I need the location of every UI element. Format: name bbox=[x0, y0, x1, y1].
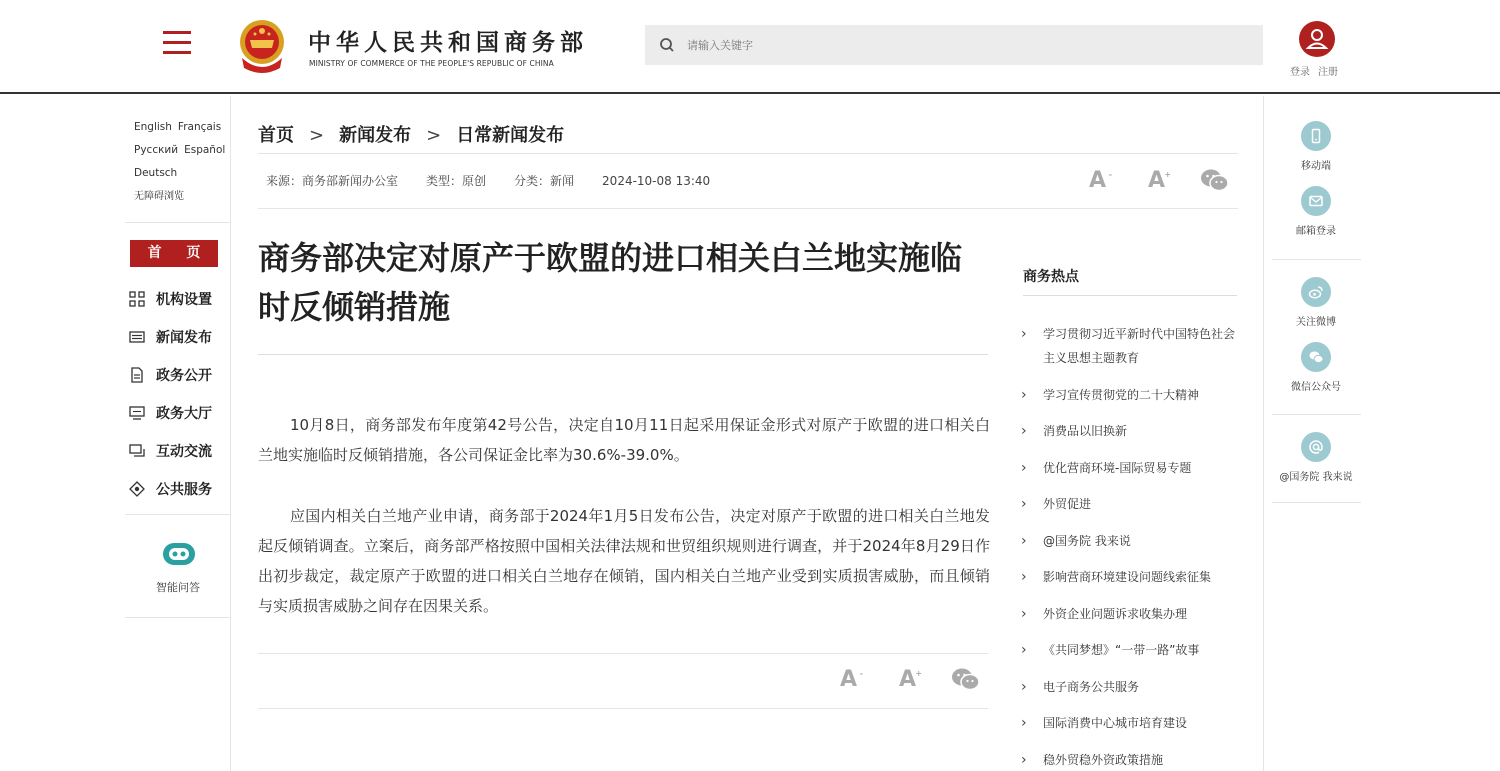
weibo-icon bbox=[1308, 284, 1324, 300]
search-icon[interactable] bbox=[659, 37, 675, 53]
divider bbox=[258, 153, 1238, 154]
lang-german[interactable]: Deutsch bbox=[134, 167, 178, 179]
divider bbox=[125, 514, 231, 515]
monitor-icon bbox=[129, 405, 145, 421]
breadcrumb bbox=[258, 121, 564, 147]
breadcrumb-news[interactable]: 新闻发布 bbox=[339, 125, 412, 146]
nav-item-org[interactable] bbox=[129, 280, 231, 318]
font-increase-label: A bbox=[899, 666, 917, 692]
article-tools-top bbox=[1089, 167, 1229, 193]
wechat-share-icon[interactable] bbox=[1199, 167, 1229, 193]
user-links bbox=[1290, 63, 1346, 78]
document-icon bbox=[129, 367, 145, 383]
smart-qa-label[interactable]: 智能问答 bbox=[156, 581, 200, 594]
divider bbox=[1023, 295, 1237, 296]
grid-icon bbox=[129, 291, 145, 307]
news-icon bbox=[129, 329, 145, 345]
mobile-icon bbox=[1308, 128, 1324, 144]
font-decrease-button[interactable] bbox=[840, 666, 864, 692]
font-increase-mark: + bbox=[915, 668, 923, 678]
chevron-right-icon: > bbox=[426, 125, 442, 146]
font-decrease-button[interactable] bbox=[1089, 167, 1113, 193]
font-increase-label: A bbox=[1148, 167, 1166, 193]
divider bbox=[1272, 259, 1361, 260]
lang-spanish[interactable]: Español bbox=[184, 144, 226, 156]
mobile-link[interactable] bbox=[1266, 121, 1366, 172]
lang-english[interactable]: English bbox=[134, 121, 172, 133]
state-council-link[interactable] bbox=[1266, 432, 1366, 483]
language-links bbox=[134, 116, 234, 208]
accessibility-link[interactable]: 无障碍浏览 bbox=[134, 191, 184, 202]
side-item-label: 关注微博 bbox=[1296, 317, 1336, 328]
chevron-right-icon: > bbox=[309, 125, 325, 146]
divider bbox=[125, 617, 231, 618]
register-link[interactable]: 注册 bbox=[1318, 67, 1338, 78]
side-item-label: 邮箱登录 bbox=[1296, 226, 1336, 237]
article-meta bbox=[266, 172, 738, 189]
breadcrumb-home[interactable]: 首页 bbox=[258, 125, 294, 146]
nav-item-label: 互动交流 bbox=[156, 444, 212, 460]
hot-topic-item[interactable]: › 消费品以旧换新 bbox=[1021, 419, 1237, 443]
nav-item-label: 政务公开 bbox=[156, 368, 212, 384]
right-sidebar-border bbox=[1263, 96, 1264, 771]
hot-topic-item[interactable]: › 外资企业问题诉求收集办理 bbox=[1021, 602, 1237, 626]
breadcrumb-daily-news[interactable]: 日常新闻发布 bbox=[456, 125, 565, 146]
font-decrease-mark: - bbox=[1108, 169, 1113, 179]
search-bar bbox=[645, 25, 1263, 65]
meta-datetime: 2024-10-08 13:40 bbox=[602, 174, 711, 188]
nav-item-label: 机构设置 bbox=[156, 292, 212, 308]
hot-topic-item[interactable]: › 电子商务公共服务 bbox=[1021, 675, 1237, 699]
divider bbox=[258, 208, 1238, 209]
search-input[interactable] bbox=[687, 25, 1247, 65]
nav-item-interaction[interactable] bbox=[129, 432, 231, 470]
nav-item-label: 公共服务 bbox=[156, 482, 212, 498]
font-increase-button[interactable] bbox=[1148, 167, 1172, 193]
nav-item-gov-affairs[interactable] bbox=[129, 356, 231, 394]
divider bbox=[125, 222, 231, 223]
font-decrease-label: A bbox=[1089, 167, 1107, 193]
at-icon bbox=[1308, 439, 1324, 455]
meta-type: 类型：原创 bbox=[426, 174, 487, 188]
divider bbox=[1272, 502, 1361, 503]
hot-topic-item[interactable]: › 学习宣传贯彻党的二十大精神 bbox=[1021, 383, 1237, 407]
national-emblem-icon[interactable] bbox=[236, 18, 288, 74]
hot-topics-list bbox=[1021, 322, 1237, 771]
login-link[interactable]: 登录 bbox=[1290, 67, 1310, 78]
lang-french[interactable]: Français bbox=[177, 121, 222, 133]
hot-topic-item[interactable]: › 《共同梦想》“一带一路”故事 bbox=[1021, 638, 1237, 662]
nav-item-label: 政务大厅 bbox=[156, 406, 212, 422]
meta-source: 来源：商务部新闻办公室 bbox=[266, 174, 399, 188]
left-sidebar bbox=[125, 96, 231, 771]
mail-icon bbox=[1308, 193, 1324, 209]
service-icon bbox=[129, 481, 145, 497]
home-nav-button[interactable]: 首 页 bbox=[130, 240, 218, 267]
nav-item-news[interactable] bbox=[129, 318, 231, 356]
article-tools-bottom bbox=[840, 666, 980, 692]
nav-item-label: 新闻发布 bbox=[156, 330, 212, 346]
divider bbox=[258, 653, 988, 654]
hot-topic-item[interactable]: › @国务院 我来说 bbox=[1021, 529, 1237, 553]
side-item-label: @国务院 我来说 bbox=[1279, 472, 1353, 483]
site-header bbox=[0, 0, 1500, 94]
wechat-account-link[interactable] bbox=[1266, 342, 1366, 393]
main-nav bbox=[129, 280, 231, 508]
site-name[interactable]: 中华人民共和国商务部 bbox=[308, 30, 588, 56]
wechat-icon bbox=[1308, 349, 1324, 365]
article-paragraph: 应国内相关白兰地产业申请，商务部于2024年1月5日发布公告，决定对原产于欧盟的进口相关白兰地发起反倾销调查。立案后，商务部严格按照中国相关法律法规和世贸组织规则进行调查，并于2024年8月29日作出初步裁定，裁定原产于欧盟的进口相关白兰地存在倾销，国内相关白兰地产业受到实质损害威胁，而且倾销与实质损害威胁之间存在因果关系。 bbox=[258, 507, 990, 615]
font-decrease-label: A bbox=[840, 666, 858, 692]
hot-topic-item[interactable]: › 稳外贸稳外资政策措施 bbox=[1021, 748, 1237, 771]
divider bbox=[1272, 414, 1361, 415]
hot-topic-item[interactable]: › 外贸促进 bbox=[1021, 492, 1237, 516]
hot-topic-item[interactable]: › 优化营商环境-国际贸易专题 bbox=[1021, 456, 1237, 480]
font-decrease-mark: - bbox=[859, 668, 864, 678]
hot-topic-item[interactable]: › 影响营商环境建设问题线索征集 bbox=[1021, 565, 1237, 589]
divider bbox=[258, 708, 988, 709]
wechat-share-icon[interactable] bbox=[950, 666, 980, 692]
robot-icon[interactable] bbox=[159, 540, 199, 568]
weibo-link[interactable] bbox=[1266, 277, 1366, 328]
hot-topic-item[interactable]: › 国际消费中心城市培育建设 bbox=[1021, 711, 1237, 735]
user-avatar[interactable] bbox=[1299, 21, 1335, 57]
nav-item-gov-hall[interactable] bbox=[129, 394, 231, 432]
mailbox-link[interactable] bbox=[1266, 186, 1366, 237]
divider bbox=[258, 354, 988, 355]
font-increase-button[interactable] bbox=[899, 666, 923, 692]
side-item-label: 微信公众号 bbox=[1291, 382, 1341, 393]
article-paragraph: 10月8日，商务部发布年度第42号公告，决定自10月11日起采用保证金形式对原产于欧盟的进口相关白兰地实施临时反倾销措施，各公司保证金比率为30.6%-39.0%。 bbox=[258, 416, 990, 464]
meta-category: 分类：新闻 bbox=[514, 174, 575, 188]
side-item-label: 移动端 bbox=[1301, 161, 1331, 172]
nav-item-public-service[interactable] bbox=[129, 470, 231, 508]
font-increase-mark: + bbox=[1164, 169, 1172, 179]
hot-topic-item[interactable]: › 学习贯彻习近平新时代中国特色社会主义思想主题教育 bbox=[1021, 322, 1237, 370]
lang-russian[interactable]: Русский bbox=[134, 144, 179, 156]
menu-icon[interactable] bbox=[163, 31, 191, 55]
hot-topics-title: 商务热点 bbox=[1023, 269, 1079, 285]
site-name-en: MINISTRY OF COMMERCE OF THE PEOPLE'S REPUBLIC OF CHINA bbox=[309, 59, 554, 68]
chat-icon bbox=[129, 443, 145, 459]
user-icon bbox=[1299, 21, 1335, 57]
article-title: 商务部决定对原产于欧盟的进口相关白兰地实施临时反倾销措施 bbox=[258, 239, 963, 326]
